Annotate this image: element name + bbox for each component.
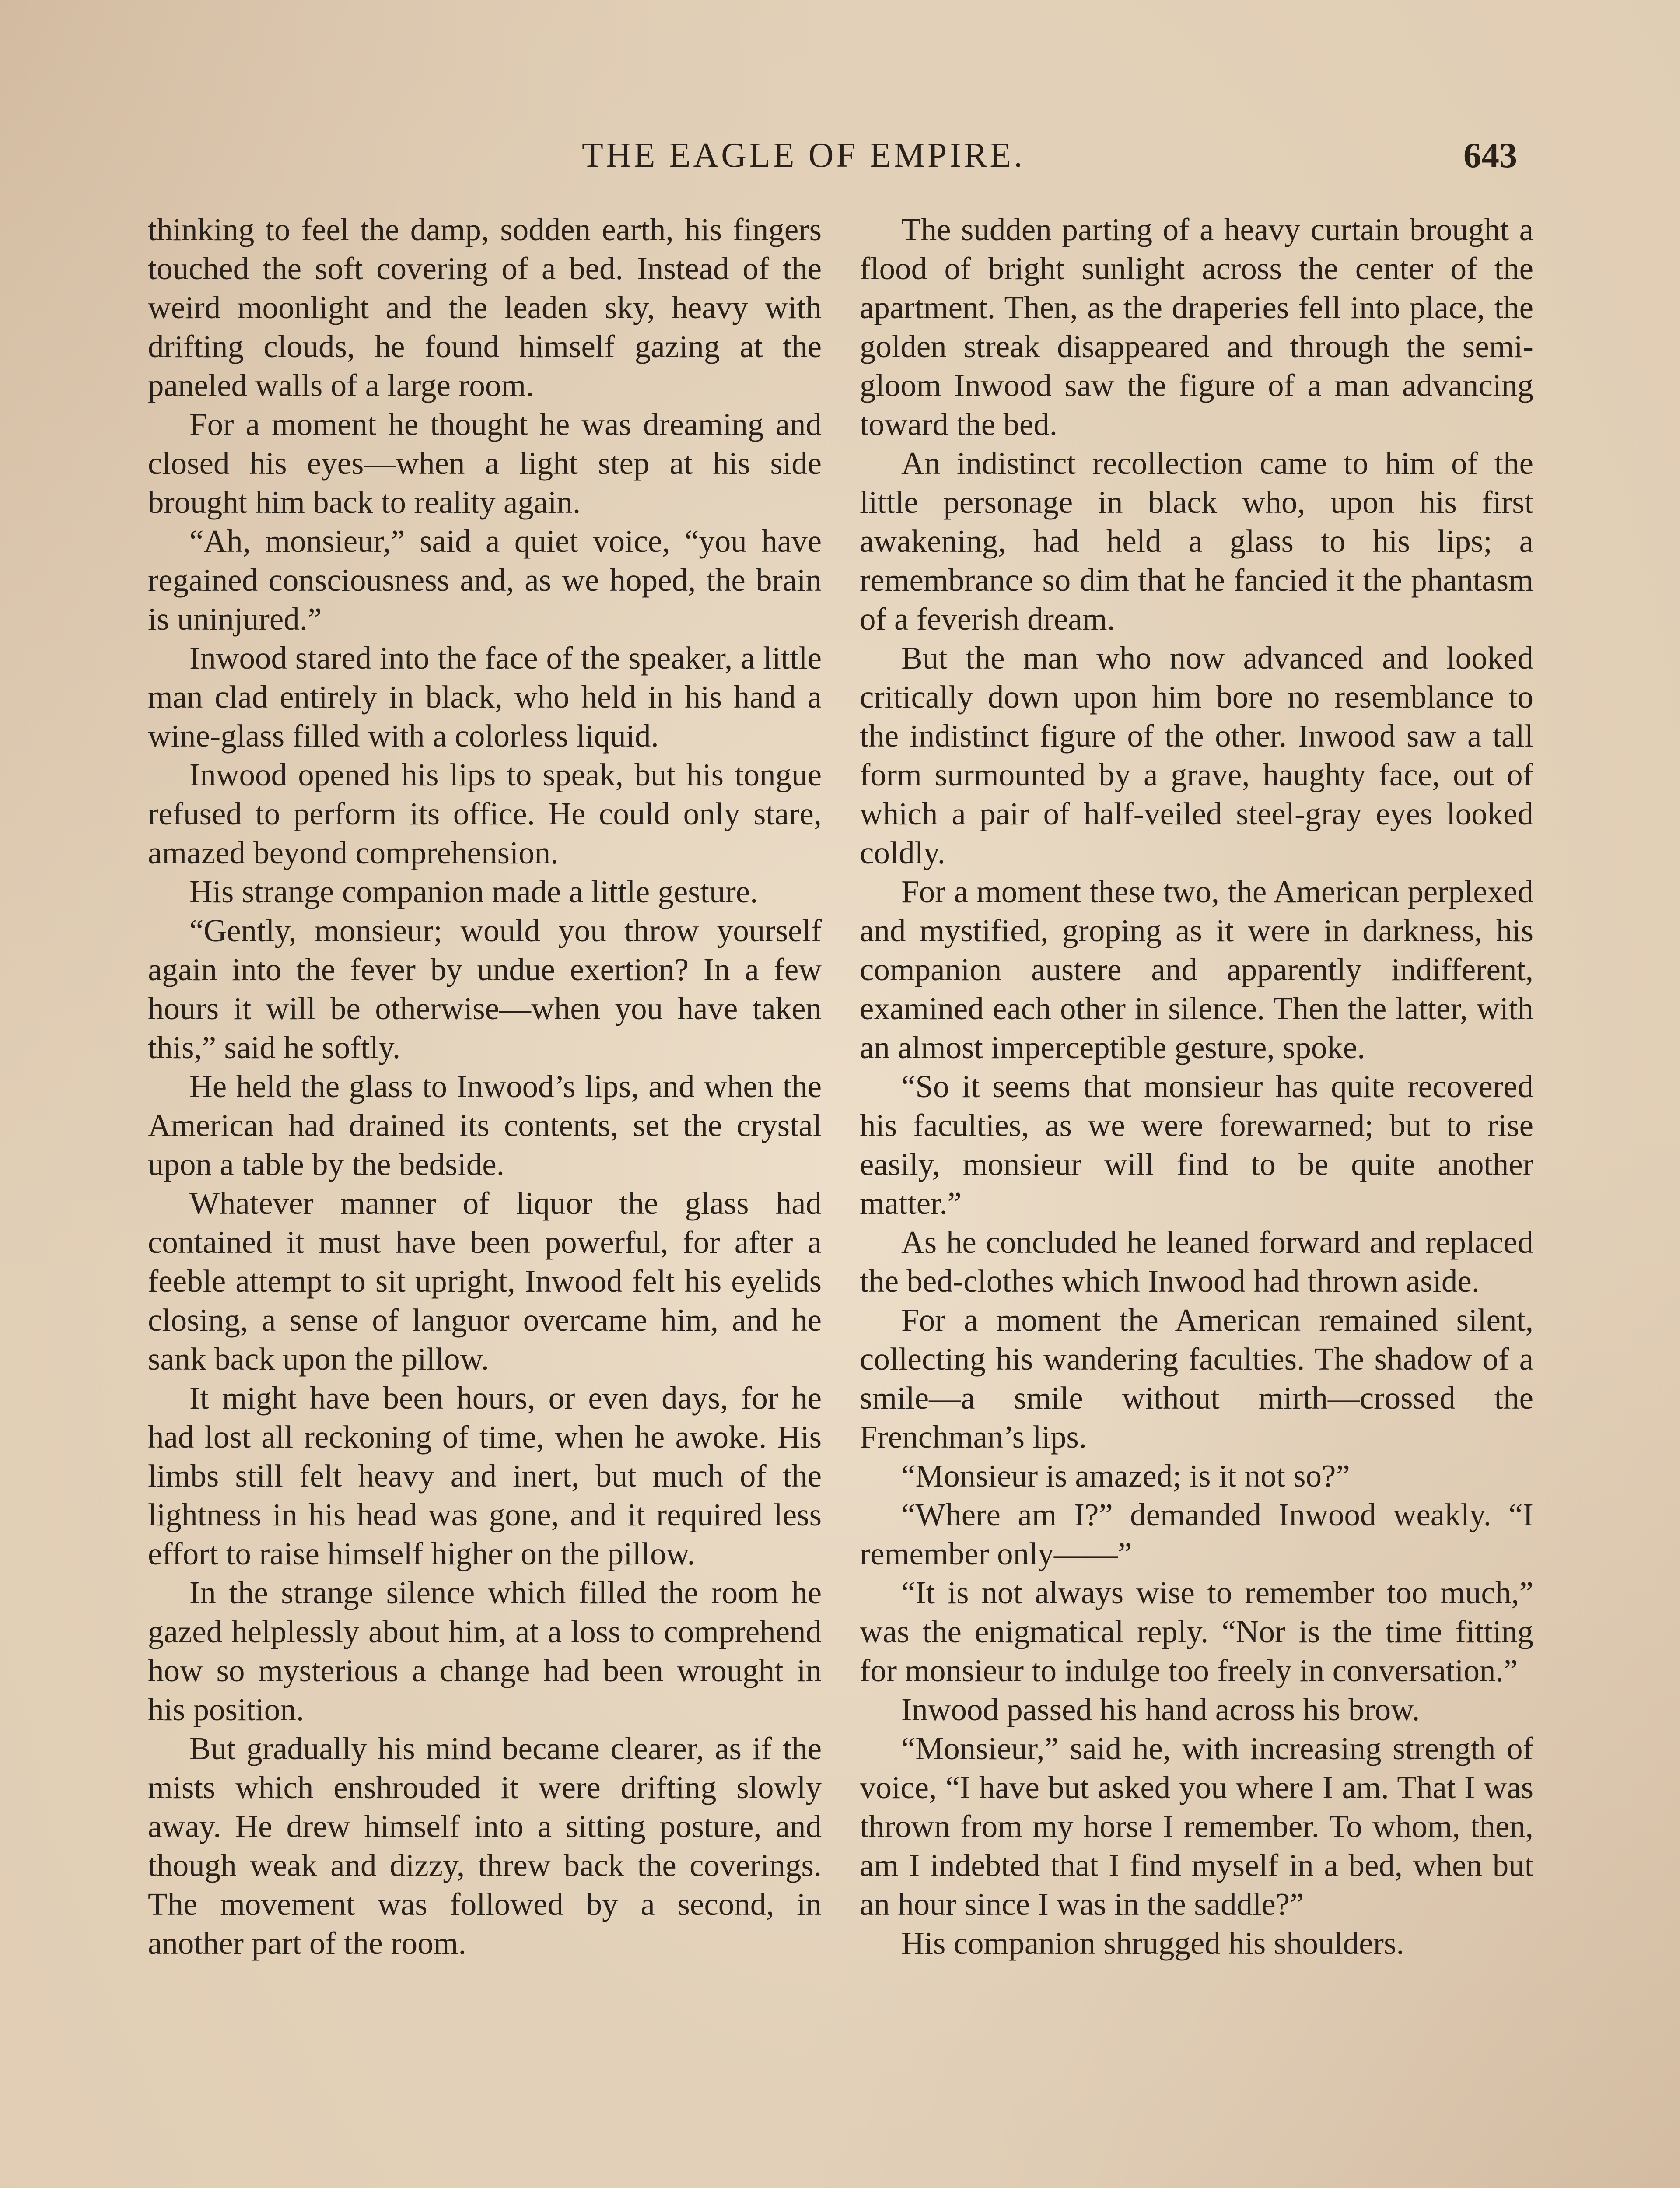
paragraph: “So it seems that monsieur has quite recovered his faculties, as we were forewarned; but to rise easily, monsieur will find to be quite another matter.”	[860, 1069, 1533, 1221]
page-number: 643	[1463, 135, 1517, 175]
paragraph: “Where am I?” demanded Inwood weakly. “I remember only——”	[860, 1497, 1533, 1571]
paragraph: For a moment these two, the American perplexed and mystified, groping as it were in darkness, his companion austere and apparently indifferent, examined each other in silence. Then the latter, with an almost imperceptible gesture, spoke.	[860, 874, 1533, 1065]
paragraph: It might have been hours, or even days, for he had lost all reckoning of time, when he awoke. His limbs still felt heavy and inert, but much of the lightness in his head was gone, and it required less effort to raise himself higher on the pillow.	[148, 1380, 822, 1571]
paragraph: Inwood opened his lips to speak, but his tongue refused to perform its office. He could only stare, amazed beyond comprehension.	[148, 757, 822, 870]
paragraph: Inwood stared into the face of the speaker, a little man clad entirely in black, who held in his hand a wine-glass filled with a colorless liquid.	[148, 640, 822, 754]
paragraph: “It is not always wise to remember too much,” was the enigmatical reply. “Nor is the time fitting for monsieur to indulge too freely in conversation.”	[860, 1575, 1533, 1688]
right-column	[860, 210, 1533, 1963]
paragraph: The sudden parting of a heavy curtain brought a flood of bright sunlight across the center of the apartment. Then, as the draperies fell into place, the golden streak disappeared and through the semi-gloom Inwood saw the figure of a man advancing toward the bed.	[860, 212, 1533, 442]
left-column	[148, 210, 822, 1963]
paragraph: Inwood passed his hand across his brow.	[901, 1692, 1420, 1727]
paragraph: For a moment the American remained silent, collecting his wandering faculties. The shadow of a smile—a smile without mirth—crossed the Frenchman’s lips.	[860, 1302, 1533, 1455]
paragraph: But the man who now advanced and looked critically down upon him bore no resemblance to the indistinct figure of the other. Inwood saw a tall form surmounted by a grave, haughty face, out of which a pair of half-veiled steel-gray eyes looked coldly.	[860, 640, 1533, 870]
running-head	[0, 131, 1680, 179]
paragraph: As he concluded he leaned forward and replaced the bed-clothes which Inwood had thrown aside.	[860, 1224, 1533, 1299]
paragraph: “Monsieur is amazed; is it not so?”	[901, 1458, 1350, 1494]
paragraph: In the strange silence which filled the room he gazed helplessly about him, at a loss to comprehend how so mysterious a change had been wrought in his position.	[148, 1575, 822, 1727]
paragraph: His strange companion made a little gesture.	[189, 874, 758, 909]
paragraph: For a moment he thought he was dreaming and closed his eyes—when a light step at his side brought him back to reality again.	[148, 407, 822, 520]
paragraph: “Monsieur,” said he, with increasing strength of voice, “I have but asked you where I am. That I was thrown from my horse I remember. To whom, then, am I indebted that I find myself in a bed, when but an hour since I was in the saddle?”	[860, 1731, 1533, 1922]
paragraph: Whatever manner of liquor the glass had contained it must have been powerful, for after a feeble attempt to sit upright, Inwood felt his eyelids closing, a sense of languor overcame him, and he sank back upon the pillow.	[148, 1185, 822, 1377]
paragraph: “Ah, monsieur,” said a quiet voice, “you have regained consciousness and, as we hoped, the brain is uninjured.”	[148, 523, 822, 637]
running-title: THE EAGLE OF EMPIRE.	[582, 136, 1026, 175]
paragraph: His companion shrugged his shoulders.	[901, 1925, 1404, 1961]
paragraph: He held the glass to Inwood’s lips, and when the American had drained its contents, set the crystal upon a table by the bedside.	[148, 1069, 822, 1182]
paragraph: An indistinct recollection came to him of the little personage in black who, upon his first awakening, had held a glass to his lips; a remembrance so dim that he fancied it the phantasm of a feverish dream.	[860, 445, 1533, 637]
paragraph: But gradually his mind became clearer, as if the mists which enshrouded it were drifting slowly away. He drew himself into a sitting posture, and though weak and dizzy, threw back the coverings. The movement was followed by a second, in another part of the room.	[148, 1731, 822, 1961]
paragraph: “Gently, monsieur; would you throw yourself again into the fever by undue exertion? In a few hours it will be otherwise—when you have taken this,” said he softly.	[148, 913, 822, 1065]
paragraph: thinking to feel the damp, sodden earth, his fingers touched the soft covering of a bed. Instead of the weird moonlight and the leaden sky, heavy with drifting clouds, he found himself gazing at the paneled walls of a large room.	[148, 212, 822, 403]
